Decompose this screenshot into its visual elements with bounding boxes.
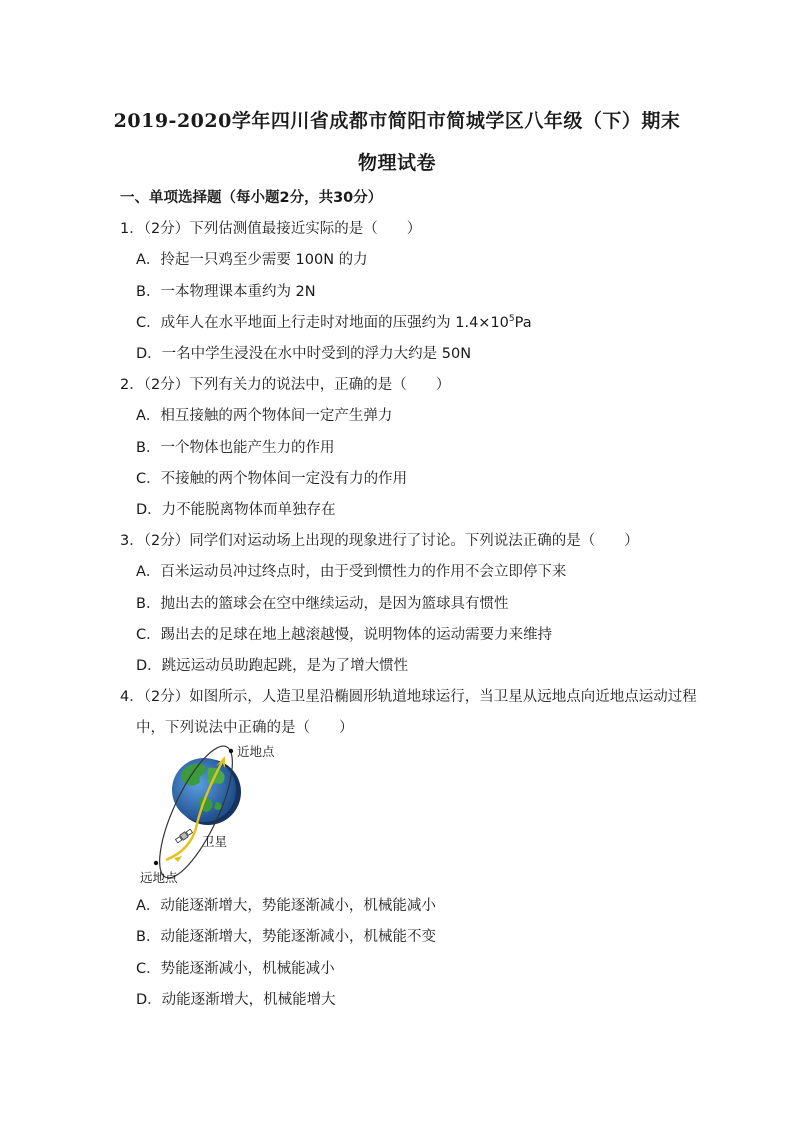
question-4-option-a: A．动能逐渐增大，势能逐渐减小，机械能减小 xyxy=(136,898,436,914)
near-point-label: 近地点 xyxy=(237,744,275,759)
arrowhead-icon xyxy=(174,856,182,862)
question-1-option-d: D．一名中学生浸没在水中时受到的浮力大约是 50N xyxy=(136,346,472,362)
question-2-option-a: A．相互接触的两个物体间一定产生弹力 xyxy=(136,408,393,424)
question-1-option-b: B．一本物理课本重约为 2N xyxy=(136,284,316,300)
question-4-option-b: B．动能逐渐增大，势能逐渐减小，机械能不变 xyxy=(136,929,436,945)
question-2-option-c: C．不接触的两个物体间一定没有力的作用 xyxy=(136,471,408,487)
question-4-option-c: C．势能逐渐减小，机械能减小 xyxy=(136,961,335,977)
near-point-dot xyxy=(229,749,233,753)
exam-title-line1: 2019-2020学年四川省成都市简阳市简城学区八年级（下）期末 xyxy=(113,110,681,132)
question-4-stem-continued: 中，下列说法中正确的是（ ） xyxy=(136,720,354,736)
far-point-dot xyxy=(154,861,158,865)
question-3-option-d: D．跳远运动员助跑起跳，是为了增大惯性 xyxy=(136,658,409,674)
satellite-label: 卫星 xyxy=(202,834,228,849)
far-point-label: 远地点 xyxy=(140,870,178,885)
question-1-option-c-unit: Pa xyxy=(514,315,532,331)
question-4-stem: 4．（2分）如图所示，人造卫星沿椭圆形轨道地球运行，当卫星从远地点向近地点运动过程 xyxy=(120,689,697,705)
question-2-stem: 2．（2分）下列有关力的说法中，正确的是（ ） xyxy=(120,377,451,393)
question-1-option-c-text: C．成年人在水平地面上行走时对地面的压强约为 1.4×10 xyxy=(136,315,509,331)
question-3-option-b: B．抛出去的篮球会在空中继续运动，是因为篮球具有惯性 xyxy=(136,596,509,612)
question-2-option-b: B．一个物体也能产生力的作用 xyxy=(136,440,335,456)
question-4-option-d: D．动能逐渐增大，机械能增大 xyxy=(136,992,336,1008)
exam-title-line2: 物理试卷 xyxy=(357,152,436,174)
satellite-orbit-figure xyxy=(130,740,300,890)
section-heading: 一、单项选择题（每小题2分，共30分） xyxy=(120,190,383,206)
question-3-option-a: A．百米运动员冲过终点时，由于受到惯性力的作用不会立即停下来 xyxy=(136,564,567,580)
question-1-option-a: A．拎起一只鸡至少需要 100N 的力 xyxy=(136,252,368,268)
question-3-stem: 3．（2分）同学们对运动场上出现的现象进行了讨论。下列说法正确的是（ ） xyxy=(120,533,639,549)
question-3-option-c: C．踢出去的足球在地上越滚越慢，说明物体的运动需要力来维持 xyxy=(136,627,553,643)
question-1-option-c-exponent: 5 xyxy=(508,314,515,324)
question-1-option-c xyxy=(136,311,532,332)
question-1-stem: 1．（2分）下列估测值最接近实际的是（ ） xyxy=(120,221,422,237)
question-2-option-d: D．力不能脱离物体而单独存在 xyxy=(136,502,336,518)
